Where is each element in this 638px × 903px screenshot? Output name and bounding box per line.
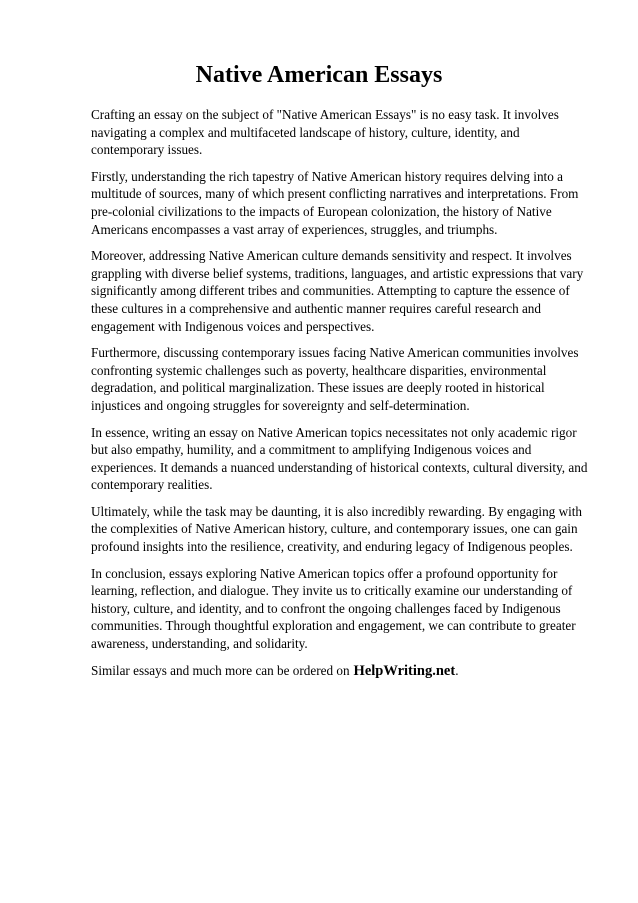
page-title: Native American Essays [195, 62, 443, 88]
paragraph-culture: Moreover, addressing Native American culture demands sensitivity and respect. It involves grappling with diverse belief systems, traditions, languages, and artistic expressions that vary significantly among different tribes and communities. Attempting to capture the essence of these cultures in a comprehensive and authentic manner requires careful research and engagement with Indigenous voices and perspectives. [91, 248, 584, 334]
paragraph-ultimately: Ultimately, while the task may be daunting, it is also incredibly rewarding. By engaging with the complexities of Native American history, culture, and contemporary issues, one can gain profound insights into the resilience, creativity, and enduring legacy of Indigenous peoples. [91, 503, 583, 555]
paragraph-contemporary-issues: Furthermore, discussing contemporary issues facing Native American communities involves confronting systemic challenges such as poverty, healthcare disparities, environmental degradation, and political marginalization. These issues are deeply rooted in historical injustices and ongoing struggles for sovereignty and self-determination. [91, 345, 579, 413]
essay-body [91, 106, 595, 689]
closing-text: Similar essays and much more can be ordered on [91, 662, 350, 678]
paragraph-intro: Crafting an essay on the subject of "Native American Essays" is no easy task. It involves navigating a complex and multifaceted landscape of history, culture, identity, and contemporary issues. [91, 107, 559, 158]
closing-suffix: . [455, 662, 459, 678]
closing-line [91, 662, 595, 681]
paragraph-conclusion: In conclusion, essays exploring Native American topics offer a profound opportunity for learning, reflection, and dialogue. They invite us to critically examine our understanding of history, culture, and identity, and to confront the ongoing challenges faced by Indigenous communities. Through thoughtful exploration and engagement, we can contribute to greater awareness, understanding, and solidarity. [91, 565, 576, 652]
helpwriting-link[interactable]: HelpWriting.net [353, 662, 456, 679]
paragraph-history: Firstly, understanding the rich tapestry of Native American history requires delving into a multitude of sources, many of which present conflicting narratives and interpretations. From pre-colonial civilizations to the impacts of European colonization, the history of Native Americans encompasses a vast array of experiences, struggles, and triumphs. [91, 168, 579, 237]
paragraph-essence: In essence, writing an essay on Native American topics necessitates not only academic rigor but also empathy, humility, and a commitment to amplifying Indigenous voices and experiences. It demands a nuanced understanding of historical contexts, cultural diversity, and contemporary realities. [91, 424, 588, 493]
